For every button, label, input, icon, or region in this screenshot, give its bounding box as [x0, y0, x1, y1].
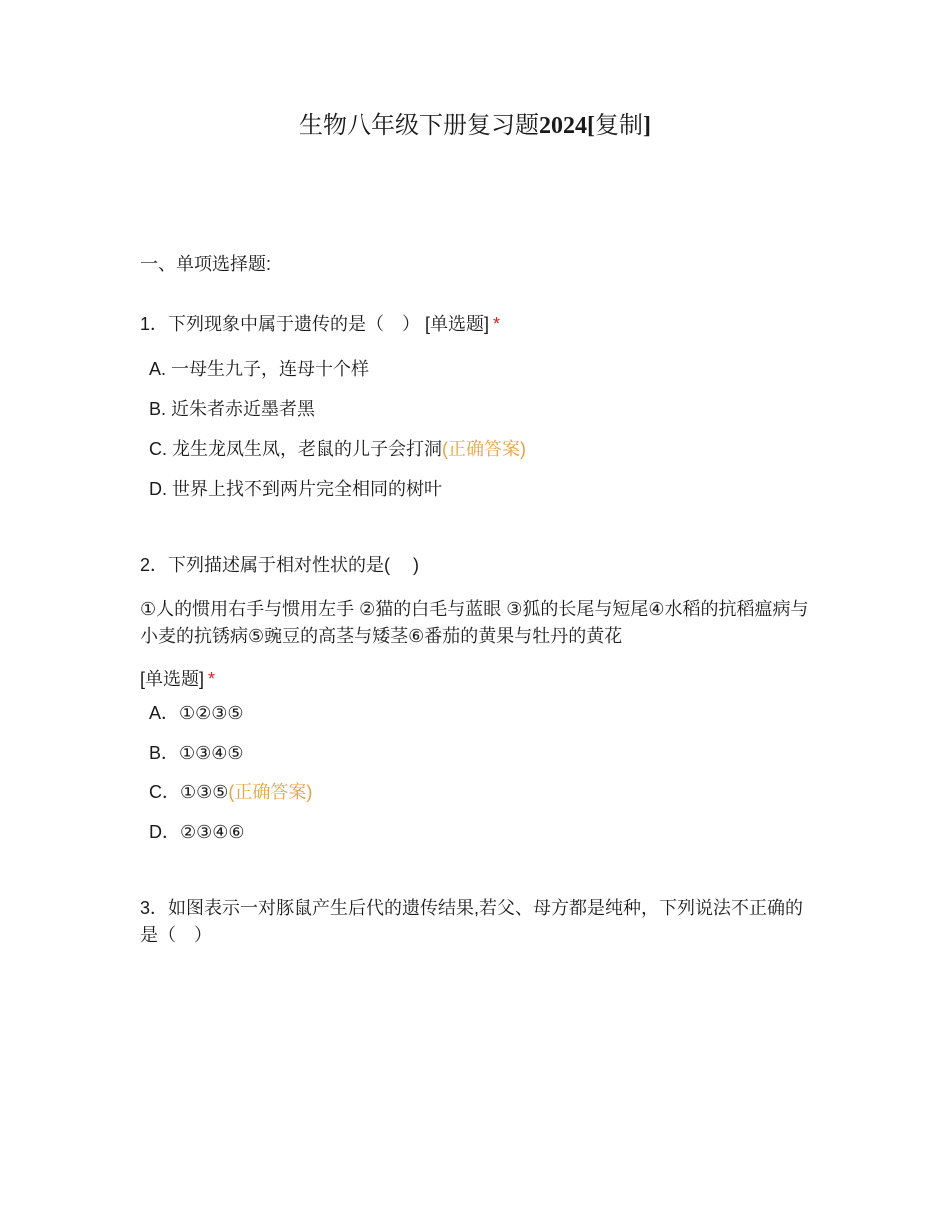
option-label: C．①③⑤: [149, 782, 229, 802]
option-label: D. 世界上找不到两片完全相同的树叶: [149, 479, 442, 499]
option-2b[interactable]: [149, 740, 244, 766]
page-title: [0, 110, 950, 142]
title-copy: 复制: [595, 113, 643, 139]
option-1d[interactable]: [149, 476, 442, 502]
option-label: B．①③④⑤: [149, 743, 244, 763]
question-number: 1．: [140, 314, 169, 334]
answer-tag: (正确答案): [442, 439, 526, 459]
option-label: A. 一母生九子，连母十个样: [149, 359, 370, 379]
question-2-type: [140, 666, 820, 692]
question-number: 2．: [140, 555, 169, 575]
title-close: ]: [643, 113, 651, 139]
title-main: 生物八年级下册复习题: [299, 113, 539, 139]
option-1a[interactable]: [149, 356, 369, 382]
question-1-stem: [140, 311, 820, 337]
section-heading: 一、单项选择题:: [140, 254, 272, 274]
option-label: C. 龙生龙凤生凤，老鼠的儿子会打洞: [149, 439, 442, 459]
required-mark: *: [493, 314, 501, 334]
option-1b[interactable]: [149, 396, 315, 422]
option-label: A．①②③⑤: [149, 703, 244, 723]
answer-tag: (正确答案): [228, 782, 313, 802]
question-type-label: [单选题]: [425, 314, 490, 334]
option-label: D．②③④⑥: [149, 822, 245, 842]
question-number: 3．: [140, 898, 169, 918]
title-year: 2024[: [539, 113, 595, 139]
option-2a[interactable]: [149, 700, 244, 726]
option-2d[interactable]: [149, 819, 245, 845]
option-2c[interactable]: [149, 779, 312, 805]
option-1c[interactable]: [149, 436, 526, 462]
question-text: 下列描述属于相对性状的是( ): [168, 555, 420, 575]
question-2-detail: ①人的惯用右手与惯用左手 ②猫的白毛与蓝眼 ③狐的长尾与短尾④水稻的抗稻瘟病与小麦的抗锈病⑤豌豆的高茎与矮茎⑥番茄的黄果与牡丹的黄花: [140, 599, 809, 646]
question-text: 下列现象中属于遗传的是（ ）: [168, 314, 421, 334]
question-type-label: [单选题]: [140, 669, 205, 689]
question-3-stem: [140, 895, 812, 949]
option-label: B. 近朱者赤近墨者黑: [149, 399, 316, 419]
required-mark: *: [208, 669, 216, 689]
question-text: 如图表示一对豚鼠产生后代的遗传结果,若父、母方都是纯种，下列说法不正确的是（ ）: [140, 898, 804, 945]
question-2-stem: [140, 552, 820, 578]
